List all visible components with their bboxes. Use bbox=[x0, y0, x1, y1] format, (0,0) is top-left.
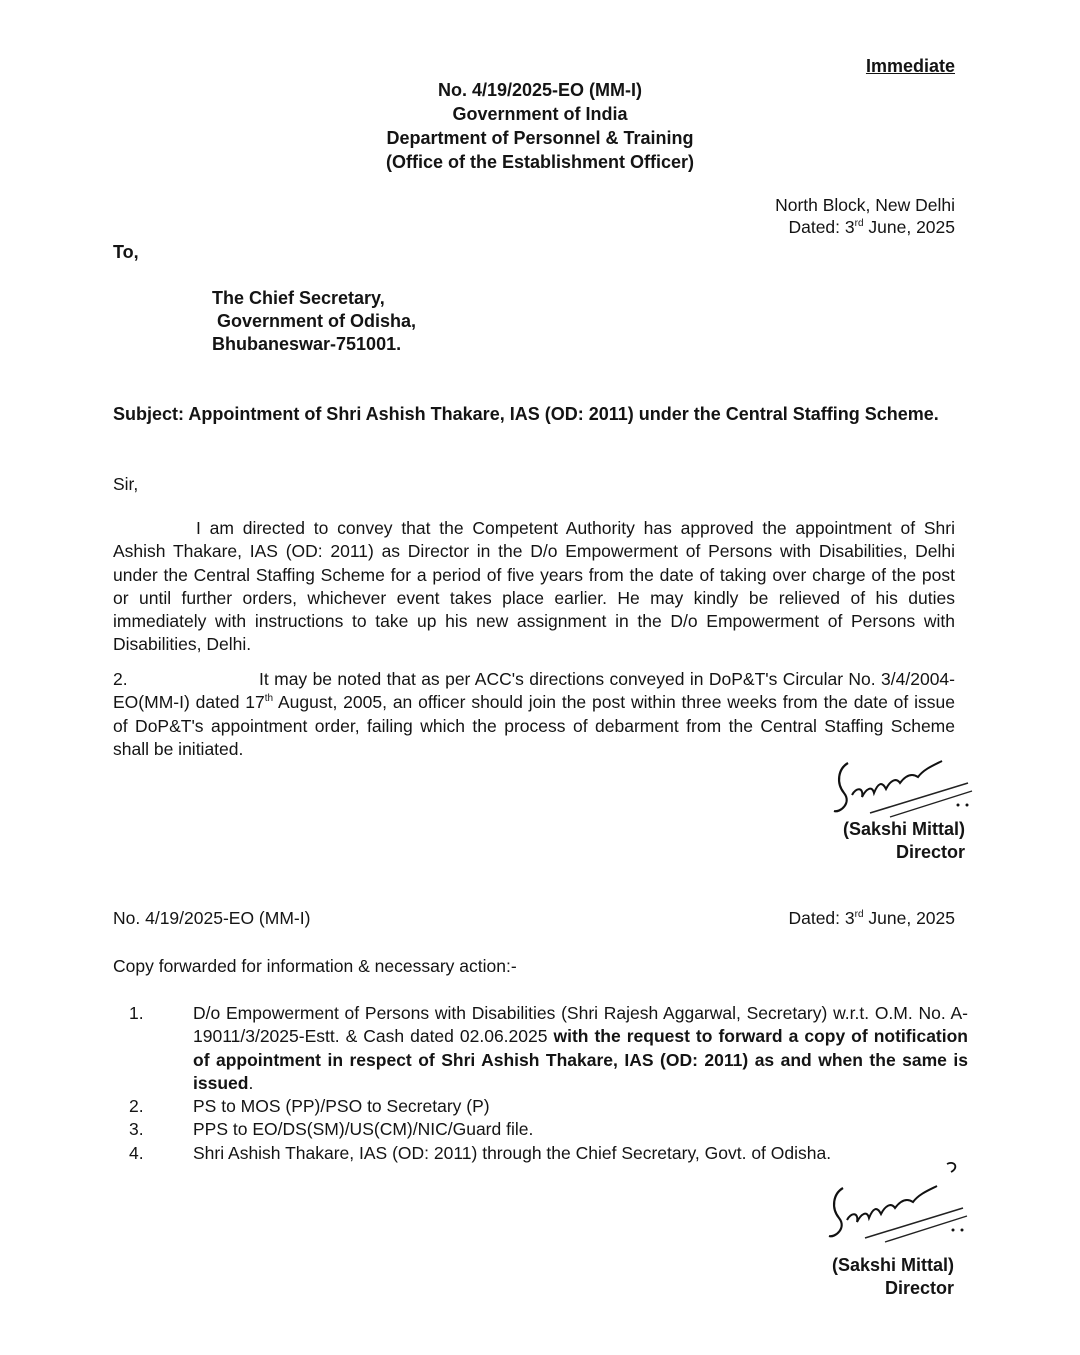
signature-icon bbox=[830, 755, 980, 825]
signatory-name: (Sakshi Mittal) bbox=[842, 819, 965, 839]
addressee-line: The Chief Secretary, bbox=[212, 288, 385, 308]
date: Dated: 3rd June, 2025 bbox=[788, 217, 955, 237]
addressee-line: Government of Odisha, bbox=[217, 311, 417, 331]
endorsement-file-number: No. 4/19/2025-EO (MM-I) bbox=[113, 908, 311, 928]
paragraph-2: 2. It may be noted that as per ACC's directions conveyed in DoP&T's Circular No. 3/4/2004-EO(MM-I) dated 17th August, 2005, an officer should join the post within three weeks from the date of issue of DoP&T's appointment order, failing which the process of debarment from the Central Staffing Scheme shall be initiated. bbox=[113, 669, 955, 759]
endorsement-date: Dated: 3rd June, 2025 bbox=[788, 908, 955, 928]
signature-block bbox=[832, 1254, 954, 1300]
copy-forwarded-line: Copy forwarded for information & necessary action:- bbox=[113, 956, 517, 976]
signatory-designation: Director bbox=[895, 842, 965, 862]
list-item: 1. D/o Empowerment of Persons with Disabilities (Shri Rajesh Aggarwal, Secretary) w.r.t. O.M. No. A-19011/3/2025-Estt. & Cash dated 02.06.2025 with the request to forward a copy of notification of appointment in respect of Shri Ashish Thakare, IAS (OD: 2011) as and when the same is issued. bbox=[129, 1003, 968, 1093]
list-item: 4. Shri Ashish Thakare, IAS (OD: 2011) through the Chief Secretary, Govt. of Odisha. bbox=[129, 1142, 832, 1163]
place-and-date bbox=[775, 194, 955, 238]
department-name: Department of Personnel & Training bbox=[386, 128, 694, 148]
to-label: To, bbox=[113, 242, 139, 262]
priority-label: Immediate bbox=[865, 56, 955, 76]
addressee-line: Bhubaneswar-751001. bbox=[212, 334, 402, 354]
government-name: Government of India bbox=[452, 104, 628, 124]
file-number: No. 4/19/2025-EO (MM-I) bbox=[437, 80, 643, 100]
signatory-designation: Director bbox=[884, 1278, 954, 1298]
place: North Block, New Delhi bbox=[775, 195, 955, 215]
copy-list bbox=[113, 1002, 968, 1165]
signature-block bbox=[843, 818, 965, 864]
salutation: Sir, bbox=[113, 474, 139, 494]
office-name: (Office of the Establishment Officer) bbox=[385, 152, 695, 172]
addressee bbox=[212, 287, 416, 356]
letterhead bbox=[0, 78, 1080, 174]
signature-icon bbox=[825, 1160, 975, 1250]
list-item: 2. PS to MOS (PP)/PSO to Secretary (P) bbox=[129, 1096, 490, 1117]
paragraph-1: I am directed to convey that the Competent Authority has approved the appointment of Shri Ashish Thakare, IAS (OD: 2011) as Director in the D/o Empowerment of Persons with Disabilities, Delhi under the Central Staffing Scheme for a period of five years from the date of taking over charge of the post or until further orders, whichever event takes place earlier. He may kindly be relieved of his duties immediately with instructions to take up his new assignment in the D/o Empowerment of Persons with Disabilities, Delhi. bbox=[113, 518, 955, 655]
subject-line: Subject: Appointment of Shri Ashish Thakare, IAS (OD: 2011) under the Central Staffing Scheme. bbox=[113, 404, 939, 424]
signatory-name: (Sakshi Mittal) bbox=[831, 1255, 954, 1275]
list-item: 3. PPS to EO/DS(SM)/US(CM)/NIC/Guard file. bbox=[129, 1119, 534, 1140]
